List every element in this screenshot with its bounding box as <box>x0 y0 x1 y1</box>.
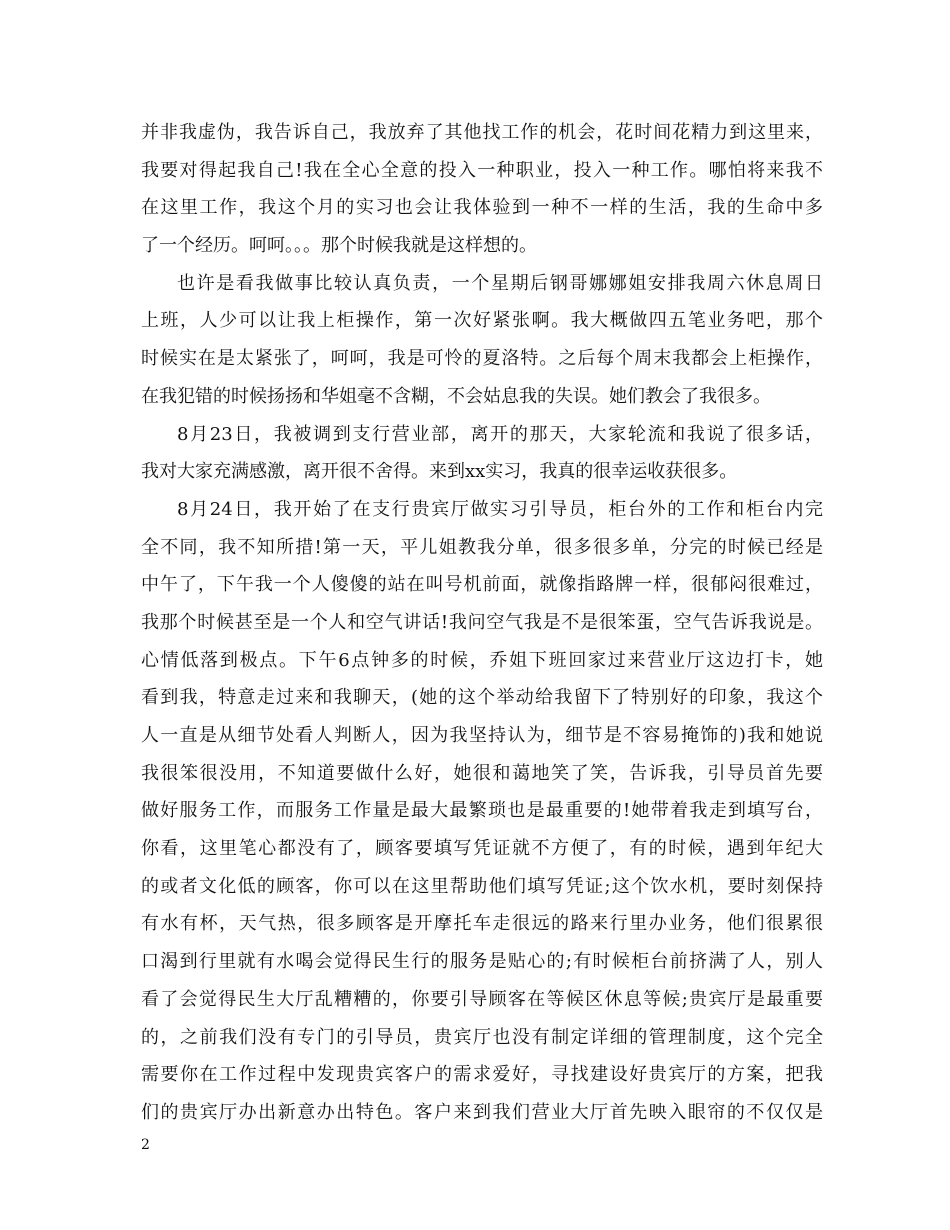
text-line: 人一直是从细节处看人判断人，因为我坚持认为，细节是不容易掩饰的)我和她说 <box>141 725 823 746</box>
document-body <box>141 114 823 1132</box>
text-line: 8月24日，我开始了在支行贵宾厅做实习引导员，柜台外的工作和柜台内完 <box>177 498 823 520</box>
text-line: 需要你在工作过程中发现贵宾客户的需求爱好，寻找建设好贵宾厅的方案，把我 <box>141 1064 823 1086</box>
text-line: 心情低落到极点。下午6点钟多的时候，乔姐下班回家过来营业厅这边打卡，她 <box>141 649 823 671</box>
text-line: 的或者文化低的顾客，你可以在这里帮助他们填写凭证;这个饮水机，要时刻保持 <box>141 875 823 897</box>
text-line: 上班，人少可以让我上柜操作，第一次好紧张啊。我大概做四五笔业务吧，那个 <box>141 310 823 332</box>
text-line: 看了会觉得民生大厅乱糟糟的，你要引导顾客在等候区休息等候;贵宾厅是最重要 <box>141 988 823 1010</box>
text-line: 有水有杯，天气热，很多顾客是开摩托车走很远的路来行里办业务，他们很累很 <box>141 913 823 935</box>
text-line: 看到我，特意走过来和我聊天，(她的这个举动给我留下了特别好的印象，我这个 <box>141 687 823 709</box>
text-line: 做好服务工作，而服务工作量是最大最繁琐也是最重要的!她带着我走到填写台， <box>141 800 823 822</box>
text-line: 我对大家充满感激，离开很不舍得。来到xx实习，我真的很幸运收获很多。 <box>141 461 738 483</box>
text-line: 中午了，下午我一个人傻傻的站在叫号机前面，就像指路牌一样，很郁闷很难过， <box>141 574 823 596</box>
text-line: 在我犯错的时候扬扬和华姐毫不含糊，不会姑息我的失误。她们教会了我很多。 <box>141 385 771 407</box>
text-line: 并非我虚伪，我告诉自己，我放弃了其他找工作的机会，花时间花精力到这里来， <box>141 122 823 143</box>
text-line: 在这里工作，我这个月的实习也会让我体验到一种不一样的生活，我的生命中多 <box>141 197 823 219</box>
text-line: 8月23日，我被调到支行营业部，离开的那天，大家轮流和我说了很多话， <box>177 423 823 445</box>
page-number: 2 <box>141 1137 150 1153</box>
text-line: 口渴到行里就有水喝会觉得民生行的服务是贴心的;有时候柜台前挤满了人，别人 <box>141 951 823 973</box>
text-line: 了一个经历。呵呵。。。那个时候我就是这样想的。 <box>141 235 537 257</box>
text-line: 全不同，我不知所措!第一天，平儿姐教我分单，很多很多单，分完的时候已经是 <box>141 536 823 558</box>
text-line: 时候实在是太紧张了，呵呵，我是可怜的夏洛特。之后每个周末我都会上柜操作， <box>141 348 823 370</box>
text-line: 的，之前我们没有专门的引导员，贵宾厅也没有制定详细的管理制度，这个完全 <box>141 1026 823 1048</box>
text-line: 也许是看我做事比较认真负责，一个星期后钢哥娜娜姐安排我周六休息周日 <box>177 272 823 294</box>
text-line: 你看，这里笔心都没有了，顾客要填写凭证就不方便了，有的时候，遇到年纪大 <box>141 838 823 860</box>
text-line: 我很笨很没用，不知道要做什么好，她很和蔼地笑了笑，告诉我，引导员首先要 <box>141 762 823 784</box>
text-line: 们的贵宾厅办出新意办出特色。客户来到我们营业大厅首先映入眼帘的不仅仅是 <box>141 1101 823 1123</box>
text-line: 我那个时候甚至是一个人和空气讲话!我问空气我是不是很笨蛋，空气告诉我说是。 <box>141 611 823 633</box>
text-line: 我要对得起我自己!我在全心全意的投入一种职业，投入一种工作。哪怕将来我不 <box>141 159 823 181</box>
